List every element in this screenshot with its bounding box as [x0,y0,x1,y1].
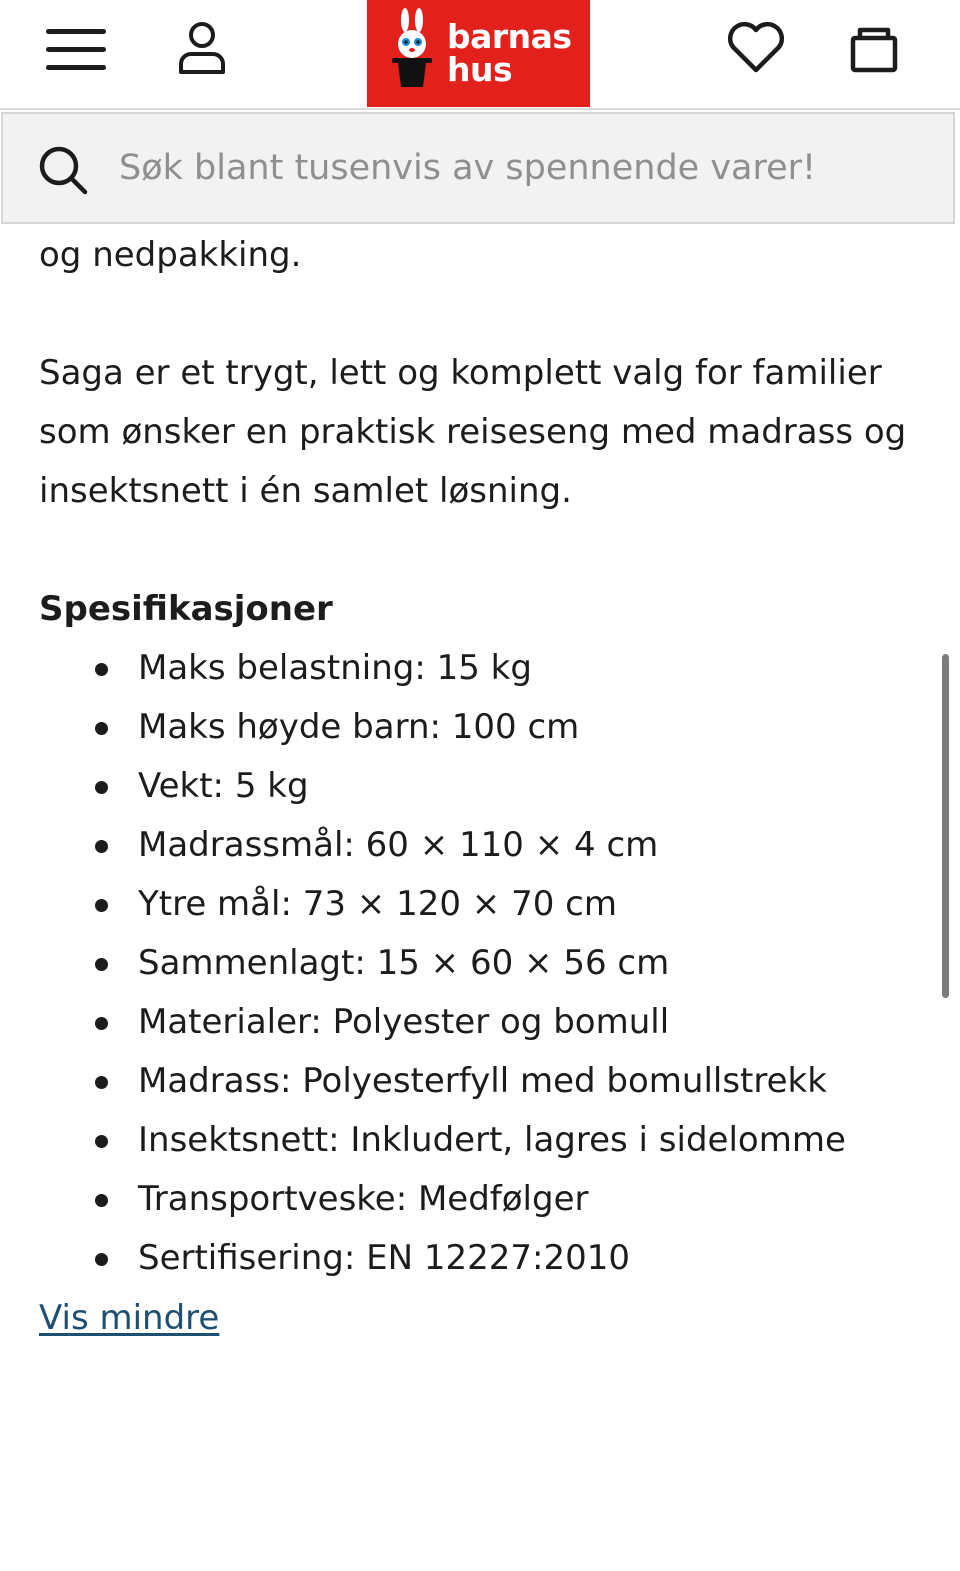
search-bar [1,112,955,224]
description-paragraph-summary: Saga er et trygt, lett og komplett valg for familier som ønsker en praktisk reiseseng med madrass og insektsnett i én samlet løsning. [39,353,907,511]
spec-item: Madrassmål: 60 × 110 × 4 cm [39,816,919,875]
spec-item: Transportveske: Medfølger [39,1170,919,1229]
description-paragraph-tail: og nedpakking. [39,235,302,275]
heart-icon [726,22,786,74]
product-description [39,226,919,1348]
spec-item: Materialer: Polyester og bomull [39,993,919,1052]
rabbit-in-hat-logo-icon [389,8,435,88]
logo-text-line2: hus [447,50,513,89]
scrollbar-thumb[interactable] [942,654,949,998]
spec-item: Madrass: Polyesterfyll med bomullstrekk [39,1052,919,1111]
specifications-heading: Spesifikasjoner [39,589,333,629]
spec-item: Maks høyde barn: 100 cm [39,698,919,757]
spec-item: Sammenlagt: 15 × 60 × 56 cm [39,934,919,993]
spec-item: Vekt: 5 kg [39,757,919,816]
brand-logo[interactable] [367,0,590,107]
account-button[interactable] [166,12,238,84]
hamburger-menu-icon [44,26,108,74]
cart-button[interactable] [838,12,910,84]
spec-item: Insektsnett: Inkludert, lagres i sidelomme [39,1111,919,1170]
spec-item: Ytre mål: 73 × 120 × 70 cm [39,875,919,934]
site-header [0,0,960,110]
search-icon[interactable] [37,144,89,196]
wishlist-button[interactable] [718,12,794,84]
spec-item: Sertifisering: EN 12227:2010 [39,1229,919,1288]
search-input[interactable] [119,136,919,200]
logo-text-line1: barnas [447,17,572,56]
menu-button[interactable] [36,14,116,86]
specifications-list [39,639,919,1288]
shopping-bag-icon [848,22,900,74]
show-less-link[interactable]: Vis mindre [39,1298,220,1338]
spec-item: Maks belastning: 15 kg [39,639,919,698]
user-icon [177,20,227,76]
